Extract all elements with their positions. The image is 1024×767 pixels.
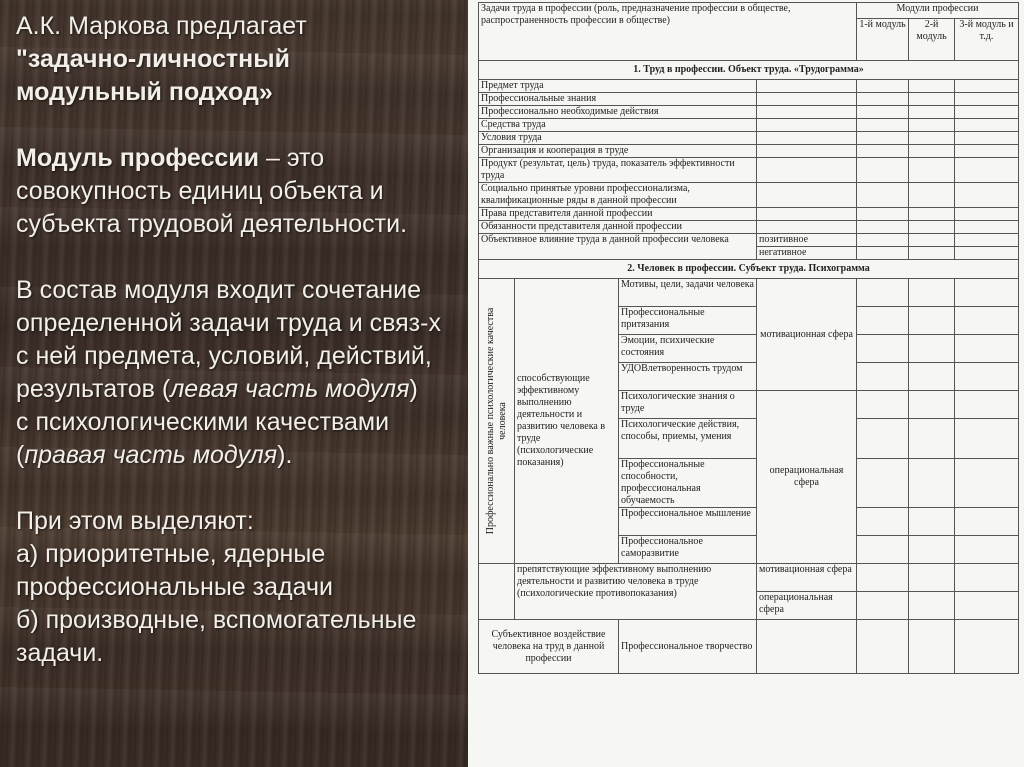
header-module-1: 1-й модуль — [857, 19, 909, 61]
table-row: Средства труда — [479, 119, 1019, 132]
table-row — [479, 234, 1019, 247]
hindering-qualities: препятствующие эффективному выполнению деятельности и развитию человека в труде (психологические противопоказания) — [515, 564, 757, 620]
right-part-label: правая часть модуля — [24, 441, 278, 469]
slide-text — [16, 10, 456, 670]
table-row: Эмоции, психические состояния — [479, 335, 1019, 363]
module-composition — [16, 274, 456, 472]
table-row: Условия труда — [479, 132, 1019, 145]
table-row: Предмет труда — [479, 80, 1019, 93]
table-row: Профессионально необходимые действия — [479, 106, 1019, 119]
motivational-sphere-2: мотивационная сфера — [757, 564, 857, 592]
table-row: УДОВлетворенность трудом — [479, 363, 1019, 391]
subjective-influence: Субъективное воздействие человека на труд в данной профессии — [479, 620, 619, 674]
header-module-3: 3-й модуль и т.д. — [955, 19, 1019, 61]
table-row — [479, 620, 1019, 674]
section-1-title: 1. Труд в профессии. Объект труда. «Трудограмма» — [479, 61, 1019, 80]
table-row: Профессиональные притязания — [479, 307, 1019, 335]
module-definition — [16, 142, 456, 241]
contributing-qualities: способствующие эффективному выполнению деятельности и развитию человека в труде (психологические показания) — [515, 279, 619, 564]
table-row: Обязанности представителя данной профессии — [479, 221, 1019, 234]
profession-module-table — [478, 2, 1019, 674]
composition-part-4: ). — [277, 441, 293, 469]
heading-line-3: модульный подход» — [16, 78, 273, 106]
module-definition-text: – это совокупность единиц объекта и субъекта трудовой деятельности. — [16, 144, 408, 238]
table-sheet — [468, 0, 1024, 767]
table-row: Профессиональное саморазвитие — [479, 536, 1019, 564]
table-row: Социально принятые уровни профессионализма, квалификационные ряды в данной профессии — [479, 183, 1019, 208]
header-modules: Модули профессии — [857, 3, 1019, 19]
operational-sphere-2: операциональная сфера — [757, 592, 857, 620]
composition-part-2: ) — [409, 375, 418, 403]
distinguish-heading: При этом выделяют: — [16, 507, 254, 535]
table-row: Психологические действия, способы, приемы, умения — [479, 419, 1019, 459]
distinguish-a: а) приоритетные, ядерные профессиональные задачи — [16, 540, 333, 601]
module-term: Модуль профессии — [16, 144, 260, 172]
positive-label: позитивное — [757, 234, 857, 247]
operational-sphere: операциональная сфера — [757, 391, 857, 564]
composition-part-3: с психологическими качествами ( — [16, 408, 390, 469]
table-row: Права представителя данной профессии — [479, 208, 1019, 221]
table-row: Профессиональные знания — [479, 93, 1019, 106]
vertical-label-cell — [479, 279, 515, 564]
table-row: Организация и кооперация в труде — [479, 145, 1019, 158]
table-row: Профессионально важные психологические качества человека способствующие эффективному выполнению деятельности и развитию человека в труде (психологические показания) Мотивы, цели, задачи человека мотивационная сфера — [479, 279, 1019, 307]
motivational-sphere: мотивационная сфера — [757, 279, 857, 391]
left-part-label: левая часть модуля — [170, 375, 410, 403]
section-2-title: 2. Человек в профессии. Субъект труда. Психограмма — [479, 260, 1019, 279]
heading-line-2: "задачно-личностный — [16, 45, 290, 73]
composition-part-1: В состав модуля входит сочетание определенной задачи труда и связ-х с ней предмета, условий, действий, результатов ( — [16, 276, 441, 403]
negative-label: негативное — [757, 247, 857, 260]
vertical-label: Профессионально важные психологические качества человека — [484, 307, 508, 535]
table-row: Психологические знания о труде операциональная сфера — [479, 391, 1019, 419]
header-module-2: 2-й модуль — [909, 19, 955, 61]
table-row: Профессиональное мышление — [479, 508, 1019, 536]
distinguish-b: б) производные, вспомогательные задачи. — [16, 606, 417, 667]
objective-influence: Объективное влияние труда в данной профессии человека — [479, 234, 757, 260]
table-row — [479, 564, 1019, 592]
professional-creativity: Профессиональное творчество — [619, 620, 757, 674]
table-row: Профессиональные способности, профессиональная обучаемость — [479, 459, 1019, 508]
heading-line-1: А.К. Маркова предлагает — [16, 12, 307, 40]
table-row: Продукт (результат, цель) труда, показатель эффективности труда — [479, 158, 1019, 183]
header-task: Задачи труда в профессии (роль, предназначение профессии в обществе, распространенность профессии в обществе) — [479, 3, 857, 61]
